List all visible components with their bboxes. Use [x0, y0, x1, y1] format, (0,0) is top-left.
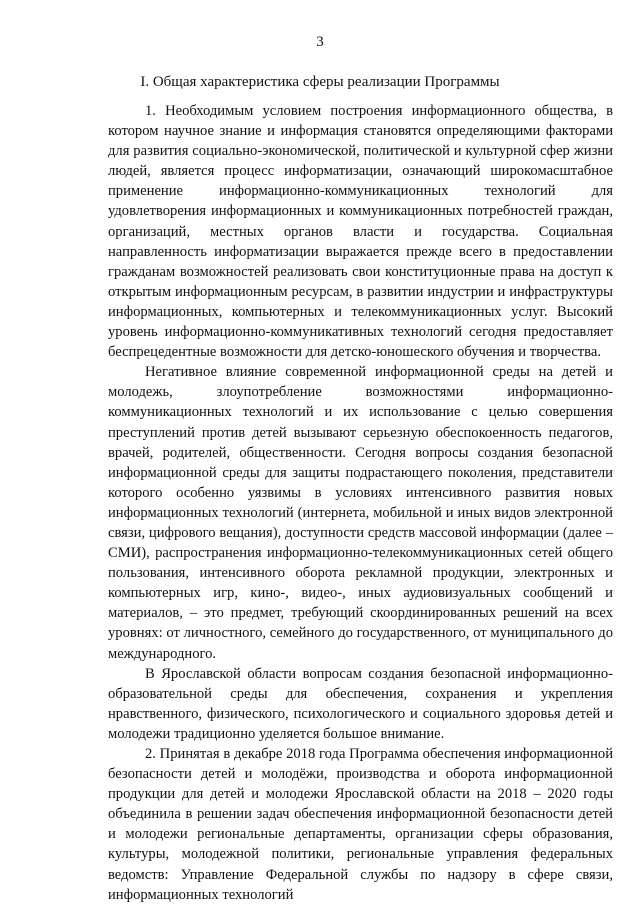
paragraph-1: 1. Необходимым условием построения информационного общества, в котором научное знание и информация становятся определяющими факторами для развития социально-экономической, политической и культурной сфер жизни людей, является процесс информатизации, означающий широкомасштабное применение информационно-коммуникационных технологий для удовлетворения информационных и коммуникационных потребностей граждан, организаций, местных органов власти и государства. Социальная направленность информатизации выражается прежде всего в предоставлении гражданам возможностей реализовать свои конституционные права на доступ к открытым информационным ресурсам, в развитии индустрии и инфраструктуры информационных, компьютерных и телекоммуникационных услуг. Высокий уровень информационно-коммуникативных технологий сегодня предоставляет беспрецедентные возможности для детско-юношеского обучения и творчества.: [108, 103, 613, 361]
document-body: [108, 101, 613, 905]
paragraph-3: В Ярославской области вопросам создания безопасной информационно-образовательной среды для обеспечения, сохранения и укрепления нравственного, физического, психологического и социального здоровья детей и молодежи традиционно уделяется большое внимание.: [108, 665, 613, 742]
page-number: 3: [316, 34, 324, 50]
paragraph-2: Негативное влияние современной информационной среды на детей и молодежь, злоупотребление возможностями информационно-коммуникационных технологий и их использование с целью совершения преступлений против детей вызывают серьезную обеспокоенность педагогов, врачей, родителей, общественности. Сегодня вопросы создания безопасной информационной среды для защиты подрастающего поколения, представители которого особенно уязвимы в условиях интенсивного развития новых информационных технологий (интернета, мобильной и иных видов электронной связи, цифрового вещания), доступности средств массовой информации (далее – СМИ), распространения информационно-телекоммуникационных сетей общего пользования, интенсивного оборота рекламной продукции, электронных и компьютерных игр, кино-, видео-, иных аудиовизуальных сообщений и материалов, – это предмет, требующий скоординированных решений на всех уровнях: от личностного, семейного до государственного, от муниципального до международного.: [108, 364, 613, 662]
paragraph-4: 2. Принятая в декабре 2018 года Программа обеспечения информационной безопасности детей и молодёжи, производства и оборота информационной продукции для детей и молодежи Ярославской области на 2018 – 2020 годы объединила в решении задач обеспечения информационной безопасности детей и молодежи региональные департаменты, организации сферы образования, культуры, молодежной политики, региональные управления федеральных ведомств: Управление Федеральной службы по надзору в сфере связи, информационных технологий: [108, 746, 613, 903]
section-heading: I. Общая характеристика сферы реализации Программы: [140, 74, 500, 90]
